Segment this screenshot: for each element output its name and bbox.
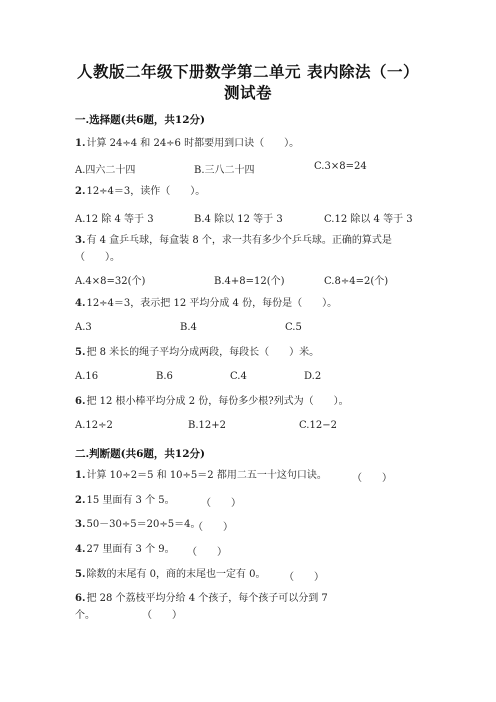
choice-question-3 — [75, 234, 392, 247]
answer-parentheses[interactable]: （ ） — [284, 572, 324, 583]
question-text-continued: 个。 — [75, 610, 95, 621]
question-text: 把 12 根小棒平均分成 2 份，每份多少根?列式为（ ）。 — [86, 396, 349, 407]
question-number: 5. — [75, 569, 86, 580]
option-b[interactable]: B.三八二十四 — [194, 165, 255, 176]
question-text: 12÷4＝3，读作（ ）。 — [86, 186, 206, 197]
question-text: 50－30÷5＝20÷5＝4。 — [86, 519, 201, 530]
choice-question-2 — [75, 185, 205, 198]
question-number: 4. — [75, 298, 86, 309]
question-text: 计算 24÷4 和 24÷6 时都要用到口诀（ ）。 — [86, 138, 300, 149]
question-text: 有 4 盒乒乓球，每盒装 8 个，求一共有多少个乒乓球。正确的算式是 — [86, 235, 392, 246]
question-text-continued: （ ）。 — [75, 252, 120, 263]
question-number: 6. — [75, 593, 86, 604]
question-text: 把 28 个荔枝平均分给 4 个孩子，每个孩子可以分到 7 — [86, 593, 328, 604]
question-number: 1. — [75, 138, 86, 149]
question-number: 6. — [75, 396, 86, 407]
answer-parentheses[interactable]: （ ） — [187, 547, 227, 558]
option-b[interactable]: B.6 — [156, 371, 173, 382]
question-number: 2. — [75, 186, 86, 197]
section1-heading: 一.选择题(共6题，共12分) — [75, 114, 206, 126]
question-text: 除数的末尾有 0，商的末尾也一定有 0。 — [86, 569, 266, 580]
answer-parentheses[interactable]: （ ） — [352, 473, 392, 484]
option-b[interactable]: B.4 — [180, 322, 197, 333]
judge-question-2 — [75, 494, 175, 507]
question-number: 4. — [75, 544, 86, 555]
option-a[interactable]: A.12÷2 — [75, 420, 113, 431]
choice-question-5 — [75, 346, 319, 359]
option-c[interactable]: C.3×8=24 — [314, 161, 367, 172]
option-b[interactable]: B.4 除以 12 等于 3 — [194, 214, 283, 225]
answer-parentheses[interactable]: （ ） — [201, 498, 241, 509]
option-c[interactable]: C.12 除以 4 等于 3 — [324, 214, 413, 225]
page-title-line2: 测试卷 — [223, 83, 272, 102]
judge-question-3 — [75, 518, 200, 531]
judge-question-6 — [75, 592, 328, 605]
option-b[interactable]: B.4+8=12(个) — [214, 276, 285, 287]
choice-question-1 — [75, 137, 299, 150]
option-c[interactable]: C.8÷4=2(个) — [324, 276, 389, 287]
option-a[interactable]: A.3 — [75, 322, 92, 333]
choice-question-4 — [75, 297, 337, 310]
option-c[interactable]: C.12−2 — [299, 420, 337, 431]
judge-question-5 — [75, 568, 266, 581]
judge-question-4 — [75, 543, 175, 556]
option-a[interactable]: A.4×8=32(个) — [75, 276, 146, 287]
question-number: 5. — [75, 347, 86, 358]
option-a[interactable]: A.16 — [75, 371, 99, 382]
option-a[interactable]: A.12 除 4 等于 3 — [75, 214, 154, 225]
section2-heading: 二.判断题(共6题，共12分) — [75, 448, 206, 460]
question-text: 把 8 米长的绳子平均分成两段，每段长（ ）米。 — [86, 347, 320, 358]
judge-question-1 — [75, 469, 327, 482]
question-number: 1. — [75, 470, 86, 481]
option-d[interactable]: D.2 — [304, 371, 322, 382]
option-c[interactable]: C.4 — [230, 371, 247, 382]
question-text: 27 里面有 3 个 9。 — [86, 544, 175, 555]
option-b[interactable]: B.12+2 — [188, 420, 226, 431]
question-text: 计算 10÷2＝5 和 10÷5＝2 都用二五一十这句口诀。 — [86, 470, 327, 481]
answer-parentheses[interactable]: （ ） — [193, 522, 233, 533]
option-a[interactable]: A.四六二十四 — [75, 165, 136, 176]
question-text: 15 里面有 3 个 5。 — [86, 495, 175, 506]
page-title-line1: 人教版二年级下册数学第二单元 表内除法（一） — [77, 62, 419, 81]
option-c[interactable]: C.5 — [285, 322, 302, 333]
question-number: 3. — [75, 235, 86, 246]
question-number: 3. — [75, 519, 86, 530]
question-text: 12÷4＝3，表示把 12 平均分成 4 份，每份是（ ）。 — [86, 298, 338, 309]
answer-parentheses[interactable]: （ ） — [142, 610, 182, 621]
question-number: 2. — [75, 495, 86, 506]
choice-question-6 — [75, 395, 349, 408]
